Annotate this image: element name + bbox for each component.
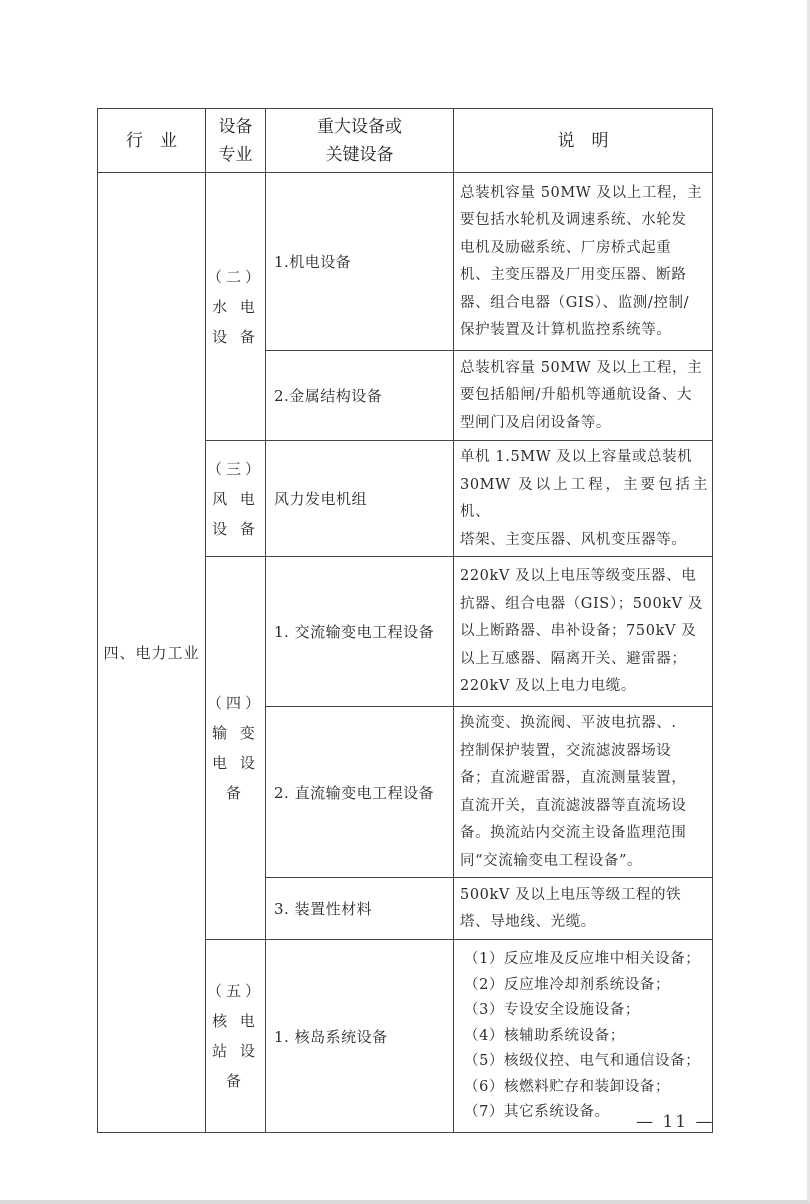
description-line: 电机及励磁系统、厂房桥式起重 (460, 239, 672, 256)
description-line: 备。换流站内交流主设备监理范围 (460, 825, 687, 841)
category-line: （四） (206, 694, 264, 712)
description-line: 以上互感器、隔离开关、避雷器； (460, 650, 687, 667)
header-description: 说 明 (454, 109, 713, 173)
header-category-line-1: 设备 (218, 116, 253, 137)
description-cell (454, 557, 713, 707)
equipment-table (97, 108, 713, 1133)
category-line: 电 设 (212, 754, 259, 772)
equipment-cell: 风力发电机组 (266, 441, 454, 557)
description-cell (454, 441, 713, 557)
equipment-cell: 1.机电设备 (266, 173, 454, 351)
equipment-cell: 2. 直流输变电工程设备 (266, 707, 454, 878)
description-line: 30MW 及以上工程，主要包括主机、 (460, 476, 708, 520)
category-cell-nuclear (206, 940, 266, 1133)
description-cell (454, 351, 713, 441)
description-cell (454, 707, 713, 878)
description-line: 备；直流避雷器，直流测量装置， (460, 770, 687, 786)
description-line: 以上断路器、串补设备；750kV 及 (460, 623, 697, 640)
page-number: — 11 — (636, 1112, 715, 1132)
description-line: （6）核燃料贮存和装卸设备； (464, 1078, 671, 1095)
category-cell-transmission (206, 557, 266, 940)
description-line: 塔架、主变压器、风机变压器等。 (460, 531, 687, 548)
description-line: 同“交流输变电工程设备”。 (460, 852, 643, 869)
header-equipment-line-2: 关键设备 (325, 144, 394, 165)
header-industry: 行 业 (98, 109, 206, 173)
category-line: （二） (206, 267, 264, 286)
description-line: 总装机容量 50MW 及以上工程，主 (460, 184, 703, 201)
category-line: 核 电 (212, 1012, 259, 1030)
description-line: （3）专设安全设施设备； (464, 1002, 640, 1019)
industry-cell: 四、电力工业 (98, 173, 206, 1133)
category-line: 风 电 (212, 489, 259, 508)
header-category (206, 109, 266, 173)
description-line: 要包括水轮机及调速系统、水轮发 (460, 212, 687, 228)
equipment-cell: 3. 装置性材料 (266, 878, 454, 940)
description-line: （1）反应堆及反应堆中相关设备； (464, 951, 701, 968)
description-line: 直流开关，直流滤波器等直流场设 (460, 797, 687, 814)
category-line: （五） (206, 982, 264, 1000)
category-cell-hydro (206, 173, 266, 441)
category-cell-wind (206, 441, 266, 557)
category-line: （三） (206, 459, 264, 478)
description-line: 500kV 及以上电压等级工程的铁 (460, 886, 682, 903)
description-line: 总装机容量 50MW 及以上工程，主 (460, 359, 703, 376)
description-line: 型闸门及启闭设备等。 (460, 414, 611, 431)
description-line: 220kV 及以上电力电缆。 (460, 678, 636, 695)
description-cell (454, 173, 713, 351)
description-line: （5）核级仪控、电气和通信设备； (464, 1053, 701, 1070)
description-line: 塔、导地线、光缆。 (460, 914, 596, 930)
equipment-cell: 1. 交流输变电工程设备 (266, 557, 454, 707)
description-line: 器、组合电器（GIS）、监测/控制/ (460, 294, 690, 311)
description-line: 保护装置及计算机监控系统等。 (460, 322, 672, 338)
category-line: 站 设 (212, 1042, 259, 1060)
description-cell (454, 940, 713, 1133)
category-line: 设 备 (212, 519, 259, 538)
description-line: 抗器、组合电器（GIS）；500kV 及 (460, 595, 704, 612)
header-equipment-line-1: 重大设备或 (317, 116, 402, 137)
header-row (98, 109, 713, 173)
description-line: （4）核辅助系统设备； (464, 1027, 625, 1044)
table-row (98, 173, 713, 351)
category-line: 备 (225, 784, 245, 802)
category-line: 水 电 (212, 297, 259, 316)
description-line: 换流变、换流阀、平波电抗器、. (460, 715, 677, 731)
description-line: （7）其它系统设备。 (464, 1104, 610, 1121)
category-line: 设 备 (212, 327, 259, 346)
description-line: 要包括船闸/升船机等通航设备、大 (460, 387, 692, 404)
description-line: 控制保护装置，交流滤波器场设 (460, 742, 672, 759)
category-line: 备 (225, 1072, 245, 1090)
header-equipment (266, 109, 454, 173)
description-cell (454, 878, 713, 940)
equipment-cell: 2.金属结构设备 (266, 351, 454, 441)
equipment-cell: 1. 核岛系统设备 (266, 940, 454, 1133)
description-line: （2）反应堆冷却剂系统设备； (464, 976, 671, 993)
header-category-line-2: 专业 (218, 144, 253, 165)
description-line: 机、主变压器及厂用变压器、断路 (460, 267, 687, 283)
category-line: 输 变 (212, 724, 259, 742)
description-line: 220kV 及以上电压等级变压器、电 (460, 568, 697, 585)
description-line: 单机 1.5MW 及以上容量或总装机 (460, 449, 693, 465)
